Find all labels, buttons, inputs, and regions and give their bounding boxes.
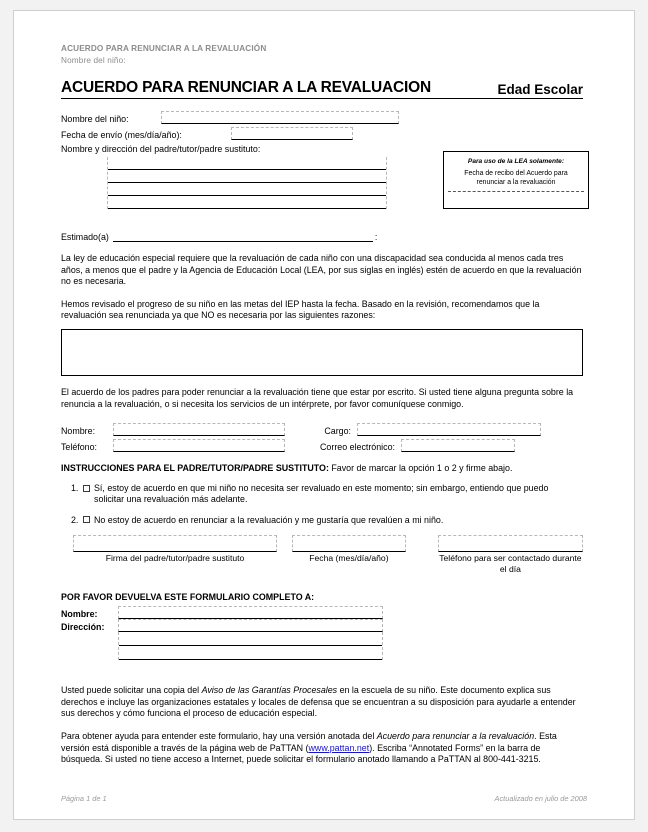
signature-date-caption: Fecha (mes/día/año)	[309, 553, 389, 564]
paragraph-procedural-safeguards	[61, 685, 583, 720]
footer-updated-date: Actualizado en julio de 2008	[494, 794, 587, 803]
parent-address-line-4[interactable]	[108, 196, 386, 209]
send-date-row	[61, 127, 583, 140]
contact-title-label: Cargo:	[324, 426, 351, 437]
closing-p1-italic-title: Aviso de las Garantías Procesales	[201, 685, 338, 696]
instructions-detail: Favor de marcar la opción 1 o 2 y firme abajo.	[328, 463, 513, 474]
page-footer	[61, 794, 587, 803]
contact-email-label: Correo electrónico:	[320, 442, 395, 453]
pattan-website-link[interactable]: www.pattan.net	[308, 742, 370, 753]
signature-cell-parent	[73, 535, 277, 574]
return-address-section	[61, 606, 583, 660]
child-name-input[interactable]	[161, 111, 399, 124]
salutation-label: Estimado(a)	[61, 232, 109, 242]
return-form-heading: POR FAVOR DEVUELVA ESTE FORMULARIO COMPLETO A:	[61, 592, 315, 603]
closing-p2-italic-title: Acuerdo para renunciar a la revaluación	[376, 731, 535, 742]
lea-box-heading: Para uso de la LEA solamente:	[467, 158, 565, 165]
return-address-row	[61, 619, 583, 632]
parent-address-line-3[interactable]	[108, 183, 386, 196]
instructions-heading: INSTRUCCIONES PARA EL PADRE/TUTOR/PADRE SUSTITUTO:	[61, 463, 329, 474]
return-name-input[interactable]	[118, 606, 383, 619]
option-1-number: 1.	[71, 483, 79, 494]
salutation-row	[61, 231, 583, 242]
return-address-input-3[interactable]	[119, 646, 382, 660]
option-1-checkbox[interactable]	[83, 485, 90, 492]
lea-box-caption: Fecha de recibo del Acuerdo para renunciar a la revaluación	[448, 166, 584, 192]
child-info-section	[61, 111, 583, 140]
contact-email-input[interactable]	[401, 439, 515, 452]
contact-name-label: Nombre:	[61, 426, 96, 437]
option-1-label: Sí, estoy de acuerdo en que mi niño no necesita ser revaluado en este momento; sin embargo, entiendo que puedo solicitar una revaluación más adelante.	[94, 483, 549, 505]
salutation-input[interactable]	[113, 231, 373, 242]
contact-section	[61, 423, 583, 452]
signature-cell-phone	[438, 535, 583, 574]
signature-section	[61, 535, 583, 574]
contact-title-input[interactable]	[357, 423, 541, 436]
return-name-row	[61, 606, 583, 619]
parent-address-line-1[interactable]	[108, 157, 386, 170]
send-date-input[interactable]	[231, 127, 353, 140]
option-row-2	[61, 515, 583, 526]
document-page	[13, 10, 635, 820]
option-2-checkbox[interactable]	[83, 516, 90, 523]
parent-signature-caption: Firma del padre/tutor/padre sustituto	[105, 553, 245, 564]
child-name-row	[61, 111, 583, 124]
paragraph-annotated-version	[61, 731, 583, 766]
option-row-1	[61, 483, 583, 506]
signature-date-input[interactable]	[292, 535, 406, 552]
title-age-category: Edad Escolar	[497, 82, 583, 97]
daytime-phone-input[interactable]	[438, 535, 583, 552]
parent-address-input-group[interactable]	[107, 157, 387, 209]
paragraph-progress-review: Hemos revisado el progreso de su niño en las metas del IEP hasta la fecha. Basado en la revisión, recomendamos que la revaluación sea renunciada ya que NO es necesaria por las siguientes razones:	[61, 298, 540, 321]
return-address-input-2[interactable]	[119, 632, 382, 646]
return-address-extra-lines[interactable]	[118, 632, 383, 660]
contact-phone-input[interactable]	[113, 439, 285, 452]
footer-page-number: Página 1 de 1	[61, 794, 107, 803]
form-title-row	[61, 79, 583, 99]
contact-phone-label: Teléfono:	[61, 442, 98, 453]
paragraph-law-requirement: La ley de educación especial requiere que la revaluación de cada niño con una discapacidad sea conducida al menos cada tres años, a menos que el padre y la Agencia de Educación Local (LEA, por sus siglas en inglés) estén de acuerdo en que la revaluación no es necesaria.	[61, 253, 582, 287]
paragraph-written-agreement: El acuerdo de los padres para poder renunciar a la revaluación tiene que estar por escrito. Si usted tiene alguna pregunta sobre la renuncia a la revaluación, o si necesita los servicios de un intérprete, por favor comuníquese conmigo.	[61, 386, 574, 409]
parent-address-label: Nombre y dirección del padre/tutor/padre sustituto:	[61, 144, 261, 154]
daytime-phone-caption: Teléfono para ser contactado durante el día	[439, 553, 582, 574]
parent-address-line-2[interactable]	[108, 170, 386, 183]
closing-p2-part-c: ). Escriba “Annotated Forms” en la barra de búsqueda. Si usted no tiene acceso a Internet, puede solicitar el formulario anotado llamando a PaTTAN al 800-441-3215.	[61, 742, 541, 765]
closing-p1-part-a: Usted puede solicitar una copia del	[61, 685, 202, 696]
closing-p1-part-b: en la escuela de su niño. Este documento explica sus derechos e incluye las organizaciones estatales y locales de defensa que se encuentran a su disposición para ayudarle a entender sus derechos y cómo funciona el proceso de educación especial.	[61, 685, 576, 719]
option-2-label: No estoy de acuerdo en renunciar a la revaluación y me gustaría que revalúen a mi niño.	[94, 514, 444, 525]
running-header-child-name: Nombre del niño:	[61, 55, 126, 65]
return-name-label: Nombre:	[61, 609, 98, 620]
option-2-number: 2.	[71, 514, 79, 525]
contact-row-2	[61, 439, 583, 452]
options-group	[61, 483, 583, 526]
lea-use-only-box	[443, 151, 589, 209]
page-content	[61, 43, 583, 766]
contact-name-input[interactable]	[113, 423, 285, 436]
salutation-colon: :	[374, 232, 378, 242]
return-address-input-1[interactable]	[118, 619, 383, 632]
reasons-textarea[interactable]	[61, 329, 583, 376]
child-name-label: Nombre del niño:	[61, 114, 129, 124]
closing-p2-part-a: Para obtener ayuda para entender este formulario, hay una versión anotada del	[61, 731, 377, 742]
send-date-label: Fecha de envío (mes/día/año):	[61, 130, 182, 140]
closing-p2-part-b: . Esta versión está disponible a través de la página web de PaTTAN (	[61, 731, 557, 753]
parent-address-section	[61, 144, 583, 209]
contact-row-1	[61, 423, 583, 436]
page-title: ACUERDO PARA RENUNCIAR A LA REVALUACION	[61, 79, 431, 96]
running-header	[61, 43, 583, 66]
signature-cell-date	[292, 535, 406, 574]
parent-instructions	[61, 463, 583, 473]
parent-signature-input[interactable]	[73, 535, 277, 552]
running-header-title: ACUERDO PARA RENUNCIAR A LA REVALUACIÓN	[61, 44, 267, 53]
return-address-label: Dirección:	[61, 622, 105, 633]
